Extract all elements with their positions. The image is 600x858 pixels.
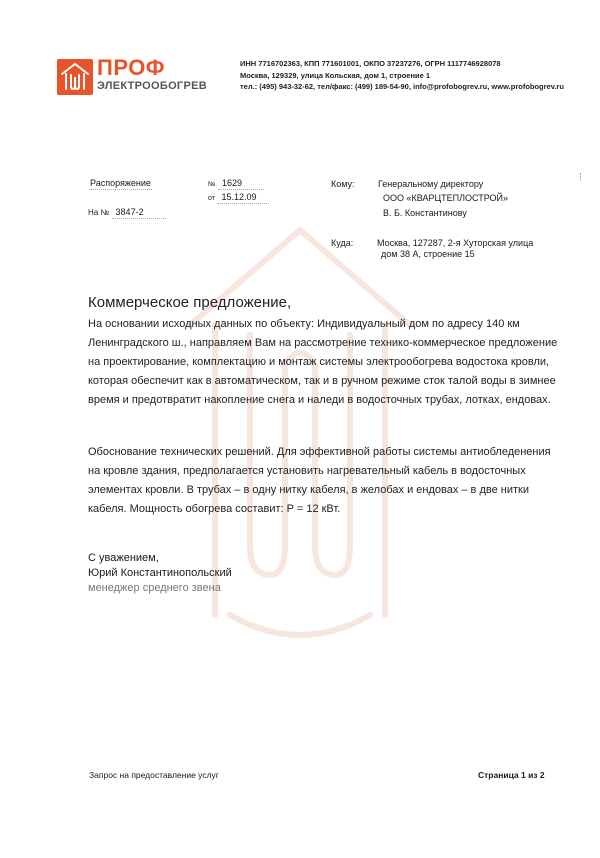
brand-logo-icon bbox=[57, 59, 93, 95]
letter-title: Коммерческое предложение, bbox=[88, 294, 292, 311]
recipient-to-label: Кому: bbox=[331, 179, 355, 189]
order-ref-field bbox=[88, 207, 166, 219]
requisites-line2: Москва, 129329, улица Кольская, дом 1, строение 1 bbox=[240, 71, 431, 80]
recipient-to-line3: В. Б. Константинову bbox=[383, 208, 467, 218]
recipient-where-line1: Москва, 127287, 2-я Хуторская улица bbox=[377, 238, 534, 248]
recipient-to-line1: Генеральному директору bbox=[378, 179, 484, 189]
order-number-field bbox=[208, 178, 264, 190]
letter-paragraph-2: Обоснование технических решений. Для эффективной работы системы антиобледенения на кровле здания, предполагается установить нагревательный кабель в водосточных элементах кровли. В трубах – в одну нитку кабеля, в желобах и ендовах – в две нитки кабеля. Мощность обогрева составит: P = 12 кВт. bbox=[88, 446, 551, 515]
recipient-to-line2: ООО «КВАРЦТЕПЛОСТРОЙ» bbox=[383, 193, 508, 203]
order-date-value: 15.12.09 bbox=[217, 192, 269, 204]
requisites-line1: ИНН 7716702363, КПП 771601001, ОКПО 37237276, ОГРН 1117746928078 bbox=[240, 59, 501, 68]
field-divider bbox=[580, 173, 582, 181]
order-label-field bbox=[90, 178, 152, 190]
letter-paragraph-1: На основании исходных данных по объекту: Индивидуальный дом по адресу 140 км Ленинградского ш., направляем Вам на рассмотрение технико-коммерческое предложение на проектирование, комплектацию и монтаж системы электрообогрева водостока кровли, которая обеспечит как в автоматическом, так и в ручном режиме сток талой воды в зимнее время и предотвратит накопление снега и наледи в водосточных трубах, лотках, ендовах. bbox=[88, 318, 558, 406]
signer-name: Юрий Константинопольский bbox=[88, 567, 232, 579]
order-label: Распоряжение bbox=[90, 178, 151, 188]
order-number-value: 1629 bbox=[218, 178, 264, 190]
letter-closing: С уважением, bbox=[88, 552, 159, 564]
order-number-label: № bbox=[208, 181, 216, 188]
requisites-line3: тел.: (495) 943-32-62, тел/факс: (499) 189-54-90, info@profobogrev.ru, www.profobogrev.ru bbox=[240, 82, 564, 91]
recipient-where-line2: дом 38 А, строение 15 bbox=[381, 249, 475, 259]
order-date-field bbox=[208, 192, 269, 204]
order-ref-value: 3847-2 bbox=[112, 207, 166, 219]
signer-title: менеджер среднего звена bbox=[88, 582, 221, 594]
brand-name-line1: ПРОФ bbox=[97, 55, 166, 80]
brand-name-line2: ЭЛЕКТРООБОГРЕВ bbox=[97, 80, 207, 92]
footer-page-number: Страница 1 из 2 bbox=[478, 770, 545, 780]
order-date-label: от bbox=[208, 195, 215, 202]
recipient-where-label: Куда: bbox=[331, 238, 354, 248]
footer-left: Запрос на предоставление услуг bbox=[89, 770, 219, 780]
order-ref-label: На № bbox=[88, 208, 110, 217]
